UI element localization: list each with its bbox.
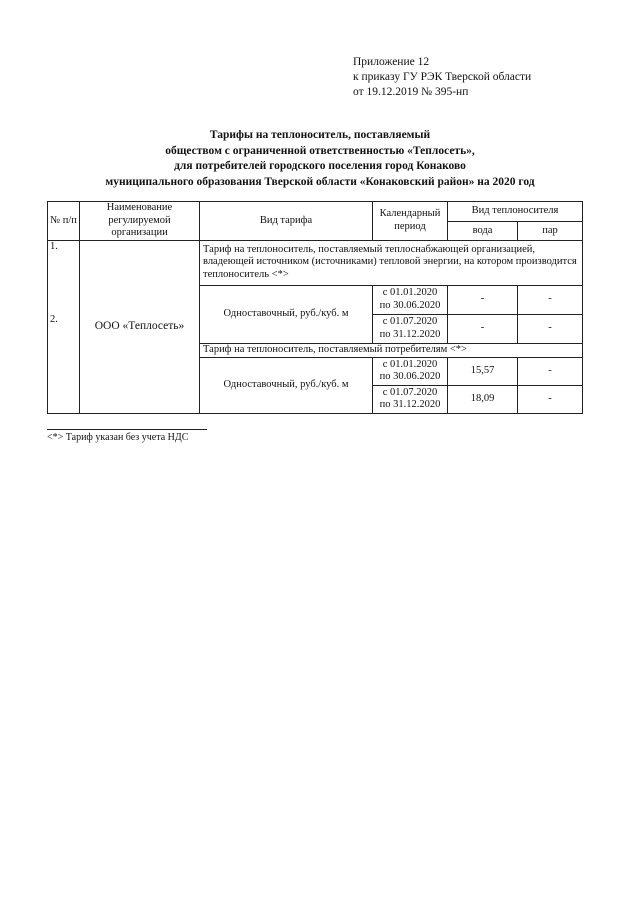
period-to: по 30.06.2020 [379,371,441,382]
period-from: с 01.01.2020 [382,358,438,370]
header-tariff-type: Вид тарифа [200,202,373,241]
header-water: вода [448,222,518,240]
section-2-steam-2: - [518,385,583,413]
section-2-tariff-type: Одноставочный, руб./куб. м [200,357,373,413]
section-1-steam-2: - [518,314,583,343]
header-steam: пар [518,222,583,240]
section-1-water-2: - [448,314,518,343]
title-line-2: обществом с ограниченной ответственностью «Теплосеть», [165,144,475,157]
section-2-steam-1: - [518,357,583,385]
section-1-period-1 [373,285,448,314]
period-from: с 01.07.2020 [382,316,438,327]
appendix-line-1: Приложение 12 [353,56,430,68]
document-title [60,128,580,190]
section-1-text: Тариф на теплоноситель, поставляемый теплоснабжающей организацией, владеющей источником (источниками) тепловой энергии, на котором производится теплоноситель <*> [200,240,583,285]
header-period: Календарный период [373,202,448,241]
row-num-spacer-1 [48,285,80,314]
period-from: с 01.01.2020 [382,287,438,298]
period-from: с 01.07.2020 [382,386,438,398]
section-1-period-2 [373,314,448,343]
section-2-text: Тариф на теплоноситель, поставляемый потребителям <*> [200,343,583,357]
title-line-4: муниципального образования Тверской области «Конаковский район» на 2020 год [105,175,535,188]
section-2-water-1: 15,57 [448,357,518,385]
appendix-line-3: от 19.12.2019 № 395-нп [353,86,469,98]
period-to: по 31.12.2020 [379,328,441,340]
row-num-2: 2. [48,314,80,343]
section-2-period-2 [373,385,448,413]
section-1-water-1: - [448,285,518,314]
header-carrier: Вид теплоносителя [448,202,583,222]
row-num-spacer-2 [48,343,80,357]
period-to: по 31.12.2020 [379,399,441,410]
header-num: № п/п [48,202,80,241]
header-org: Наименование регулируемой организации [80,202,200,241]
row-num-spacer-4 [48,385,80,413]
row-num-1: 1. [48,240,80,285]
appendix-line-2: к приказу ГУ РЭК Тверской области [353,71,532,83]
period-to: по 30.06.2020 [379,299,441,311]
section-1-steam-1: - [518,285,583,314]
tariff-table [47,201,583,414]
title-line-1: Тарифы на теплоноситель, поставляемый [209,129,431,141]
section-1-tariff-type: Одноставочный, руб./куб. м [200,285,373,343]
appendix-block [353,55,531,100]
section-2-water-2: 18,09 [448,385,518,413]
section-2-period-1 [373,357,448,385]
row-num-spacer-3 [48,357,80,385]
title-line-3: для потребителей городского поселения город Конаково [174,160,466,172]
footnote: <*> Тариф указан без учета НДС [47,432,189,443]
footnote-divider [47,429,207,430]
org-name: ООО «Теплосеть» [80,240,200,413]
